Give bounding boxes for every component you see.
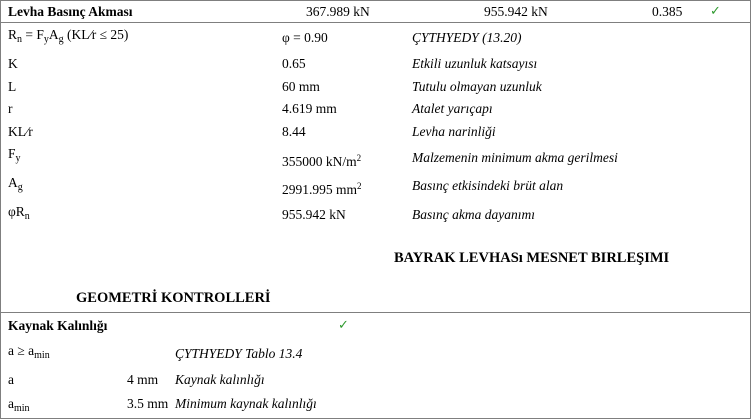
fy-desc: Malzemenin minimum akma gerilmesi: [412, 150, 618, 165]
weld-a-label: a: [8, 372, 14, 387]
section-divider: [0, 312, 751, 313]
weld-thickness-label: Kaynak Kalınlığı: [8, 318, 108, 333]
k-desc: Etkili uzunluk katsayısı: [412, 56, 538, 71]
geometry-title: GEOMETRİ KONTROLLERİ: [76, 290, 271, 306]
r-label: r: [8, 101, 13, 116]
weld-amin-value: 3.5 mm: [127, 396, 169, 411]
header-divider: [0, 22, 751, 23]
fy-label: $F_y$: [8, 146, 21, 164]
weld-a-desc: Kaynak kalınlığı: [175, 372, 265, 387]
ag-value: 2991.995 $mm^2$: [282, 181, 362, 197]
l-value: 60 mm: [282, 79, 320, 94]
l-label: L: [8, 79, 17, 94]
k-value: 0.65: [282, 56, 306, 71]
capacity-value: 955.942 kN: [282, 207, 346, 222]
check-icon: ✓: [338, 318, 349, 333]
code-reference: ÇYTHYEDY (13.20): [412, 30, 522, 45]
slenderness-desc: Levha narinliği: [412, 124, 496, 139]
formula-label: $R_n = F_yA_g$ (KL⁄r ≤ 25): [8, 27, 129, 45]
ag-desc: Basınç etkisindeki brüt alan: [412, 178, 564, 193]
summary-label: Levha Basınç Akması: [8, 4, 133, 19]
slenderness-label: KL⁄r: [8, 124, 33, 139]
weld-condition-ref: ÇYTHYEDY Tablo 13.4: [175, 346, 303, 361]
summary-ratio: 0.385: [652, 4, 683, 19]
weld-a-value: 4 mm: [127, 372, 159, 387]
r-desc: Atalet yarıçapı: [412, 101, 493, 116]
fy-value: 355000 $kN/m^2$: [282, 153, 362, 169]
weld-condition-label: $a \ge a_{min}$: [8, 343, 50, 361]
weld-amin-desc: Minimum kaynak kalınlığı: [175, 396, 317, 411]
slenderness-value: 8.44: [282, 124, 306, 139]
capacity-desc: Basınç akma dayanımı: [412, 207, 535, 222]
check-icon: ✓: [710, 4, 721, 19]
k-label: K: [8, 56, 18, 71]
weld-amin-label: $a_{min}$: [8, 396, 30, 414]
ag-label: $A_g$: [8, 175, 23, 193]
capacity-label: $\varphi R_n$: [8, 204, 30, 222]
r-value: 4.619 mm: [282, 101, 337, 116]
section-title: BAYRAK LEVHASı MESNET BIRLEŞIMI: [394, 250, 670, 266]
l-desc: Tutulu olmayan uzunluk: [412, 79, 542, 94]
summary-capacity: 955.942 kN: [484, 4, 548, 19]
summary-demand: 367.989 kN: [306, 4, 370, 19]
phi-value: φ = 0.90: [282, 30, 328, 45]
